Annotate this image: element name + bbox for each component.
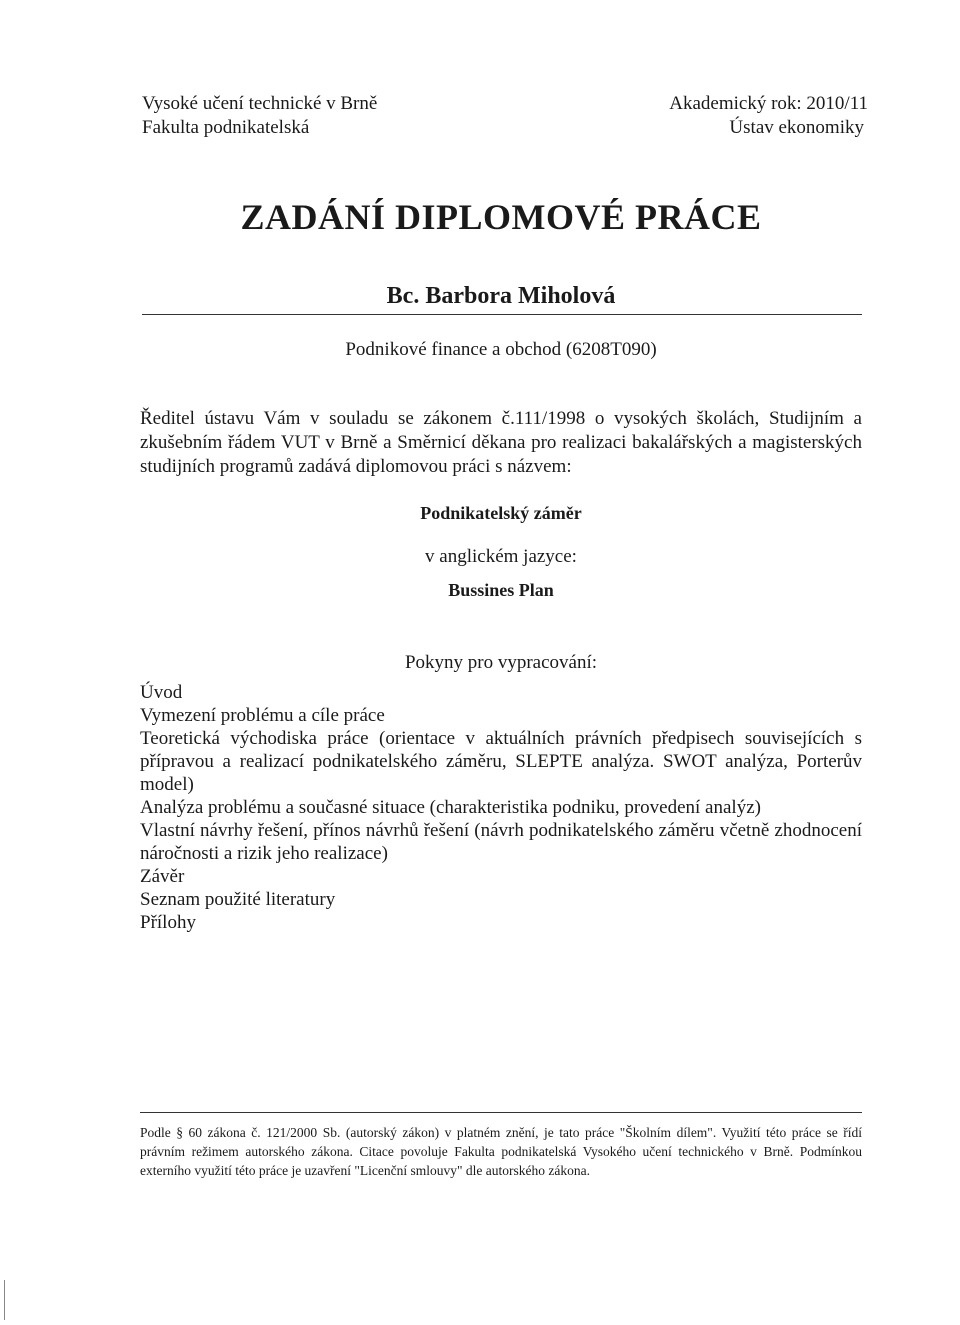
list-item: Teoretická východiska práce (orientace v aktuálních právních předpisech souvisejících s přípravou a realizací podnikatelského záměru, SLEPTE analýza. SWOT analýza, Porterův model) — [140, 728, 862, 795]
list-item: Přílohy — [140, 912, 196, 933]
list-item: Vlastní návrhy řešení, přínos návrhů řešení (návrh podnikatelského záměru včetně zhodnocení náročnosti a rizik jeho realizace) — [140, 820, 862, 864]
scan-edge-mark — [4, 1280, 5, 1320]
document-title: ZADÁNÍ DIPLOMOVÉ PRÁCE — [240, 197, 762, 237]
intro-line: studijních programů zadává diplomovou práci s názvem: — [140, 456, 572, 477]
academic-year: Akademický rok: 2010/11 — [669, 93, 868, 114]
university-name: Vysoké učení technické v Brně — [142, 93, 378, 114]
list-item: Seznam použité literatury — [140, 889, 336, 910]
instructions-list — [140, 681, 862, 934]
student-name: Bc. Barbora Miholová — [386, 283, 616, 309]
intro-line: zkušebním řádem VUT v Brně a Směrnicí děkana pro realizaci bakalářských a magisterských — [140, 432, 862, 453]
thesis-title-english: Bussines Plan — [448, 580, 554, 600]
institute-name: Ústav ekonomiky — [729, 117, 864, 138]
english-label: v anglickém jazyce: — [425, 546, 577, 567]
faculty-name: Fakulta podnikatelská — [142, 117, 310, 138]
footer-rule — [140, 1112, 862, 1113]
title-rule — [142, 314, 862, 315]
copyright-footer: Podle § 60 zákona č. 121/2000 Sb. (autorský zákon) v platném znění, je tato práce "Školním dílem". Využití této práce se řídí právním režimem autorského zákona. Citace povoluje Fakulta podnikatelská Vysokého učení technického v Brně. Podmínkou externího využití této práce je uzavření "Licenční smlouvy" dle autorského zákona. — [140, 1125, 862, 1178]
thesis-title: Podnikatelský záměr — [420, 503, 582, 523]
list-item: Závěr — [140, 866, 185, 887]
instructions-heading: Pokyny pro vypracování: — [404, 652, 598, 673]
list-item: Úvod — [140, 682, 183, 703]
intro-paragraph — [140, 407, 862, 479]
list-item: Analýza problému a současné situace (charakteristika podniku, provedení analýz) — [140, 797, 761, 818]
study-program: Podnikové finance a obchod (6208T090) — [345, 339, 657, 360]
list-item: Vymezení problému a cíle práce — [140, 705, 385, 726]
intro-line: Ředitel ústavu Vám v souladu se zákonem č.111/1998 o vysokých školách, Studijním a — [140, 408, 862, 429]
